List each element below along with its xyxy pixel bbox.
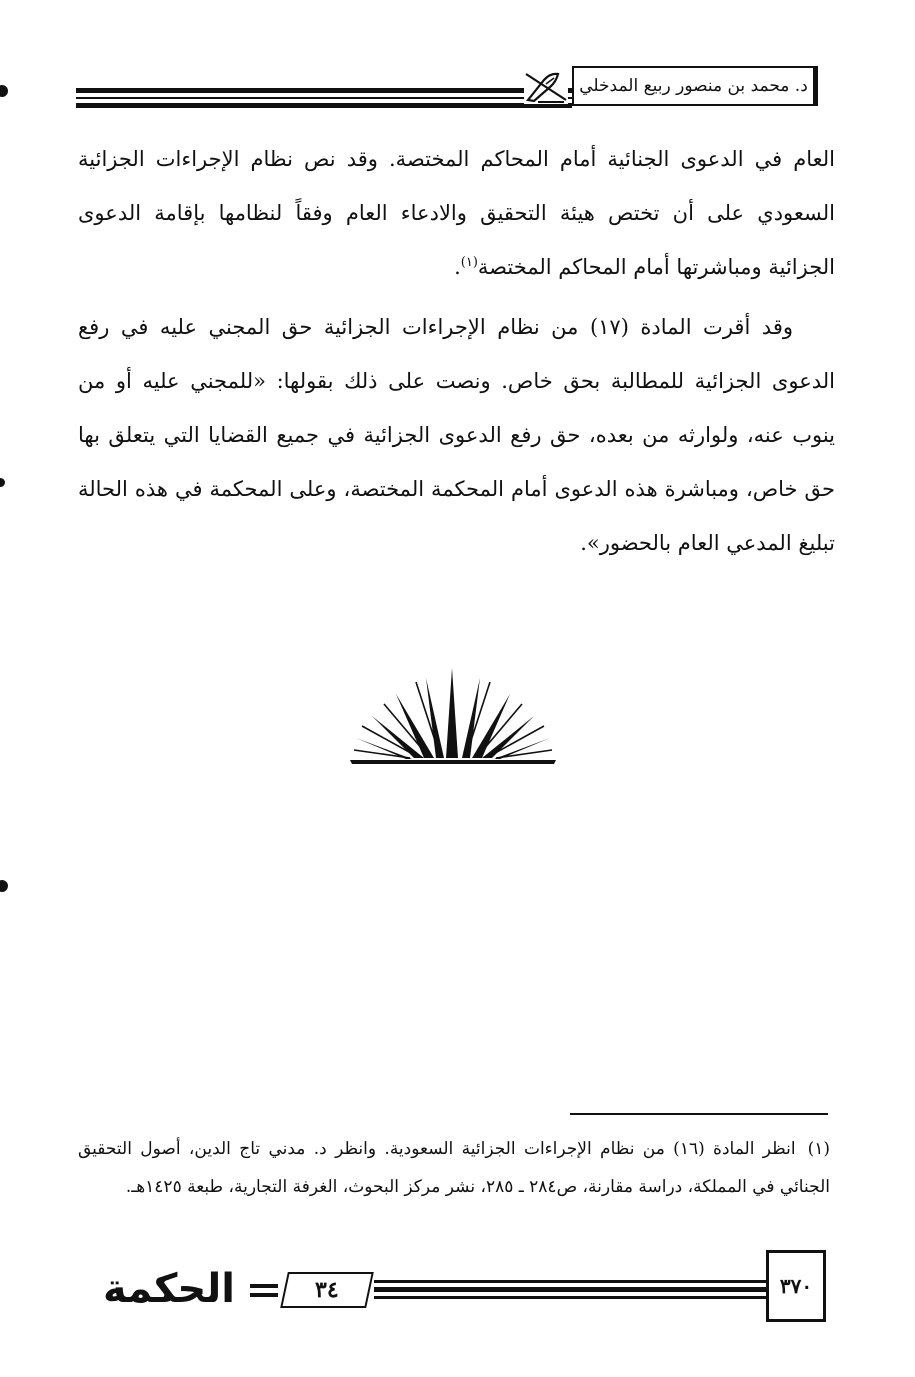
sunburst-ornament-icon xyxy=(348,664,558,764)
footnote-number: (١) xyxy=(807,1139,830,1159)
footnote-reference: (١) xyxy=(460,255,478,270)
issue-number-box xyxy=(280,1272,374,1308)
margin-bullet xyxy=(0,880,8,892)
equals-divider xyxy=(250,1284,278,1302)
header-rule xyxy=(76,103,572,108)
running-header xyxy=(76,66,836,112)
journal-logo: الحكمة xyxy=(103,1266,235,1312)
margin-bullet xyxy=(0,478,5,487)
footnote xyxy=(78,1130,830,1206)
footer-rule xyxy=(374,1287,766,1292)
footnote-text: انظر المادة (١٦) من نظام الإجراءات الجزائية السعودية. وانظر د. مدني تاج الدين، أصول التحقيق الجنائي في المملكة، دراسة مقارنة، ص٢٨٤ ـ ٢٨٥، نشر مركز البحوث، الغرفة التجارية، طبعة ١٤٢٥هـ. xyxy=(78,1139,830,1197)
footer-rule xyxy=(374,1280,766,1283)
paragraph: وقد أقرت المادة (١٧) من نظام الإجراءات الجزائية حق المجني عليه في رفع الدعوى الجزائية للمطالبة بحق خاص. ونصت على ذلك بقولها: «للمجني عليه أو من ينوب عنه، ولوارثه من بعده، حق رفع الدعوى الجزائية في جميع القضايا التي يتعلق بها حق خاص، ومباشرة هذه الدعوى أمام المحكمة المختصة، وعلى المحكمة في هذه الحالة تبليغ المدعي العام بالحضور». xyxy=(78,315,835,555)
main-text xyxy=(78,132,835,570)
page-number: ٣٧٠ xyxy=(766,1250,826,1322)
paragraph-text: العام في الدعوى الجنائية أمام المحاكم المختصة. وقد نص نظام الإجراءات الجزائية السعودي على أن تختص هيئة التحقيق والادعاء العام وفقاً لنظامها بإقامة الدعوى الجزائية ومباشرتها أمام المحاكم المختصة xyxy=(78,147,835,279)
quill-pen-icon xyxy=(524,70,568,104)
footer-rule xyxy=(374,1296,766,1299)
author-name: د. محمد بن منصور ربيع المدخلي xyxy=(572,66,818,106)
paragraph xyxy=(78,132,835,294)
page-footer xyxy=(94,1250,834,1324)
footnote-separator xyxy=(570,1113,828,1115)
paragraph-end: . xyxy=(454,255,461,279)
issue-number: ٣٤ xyxy=(315,1277,339,1303)
header-rule xyxy=(76,88,572,93)
margin-bullet xyxy=(0,85,8,97)
header-rule xyxy=(76,97,572,99)
